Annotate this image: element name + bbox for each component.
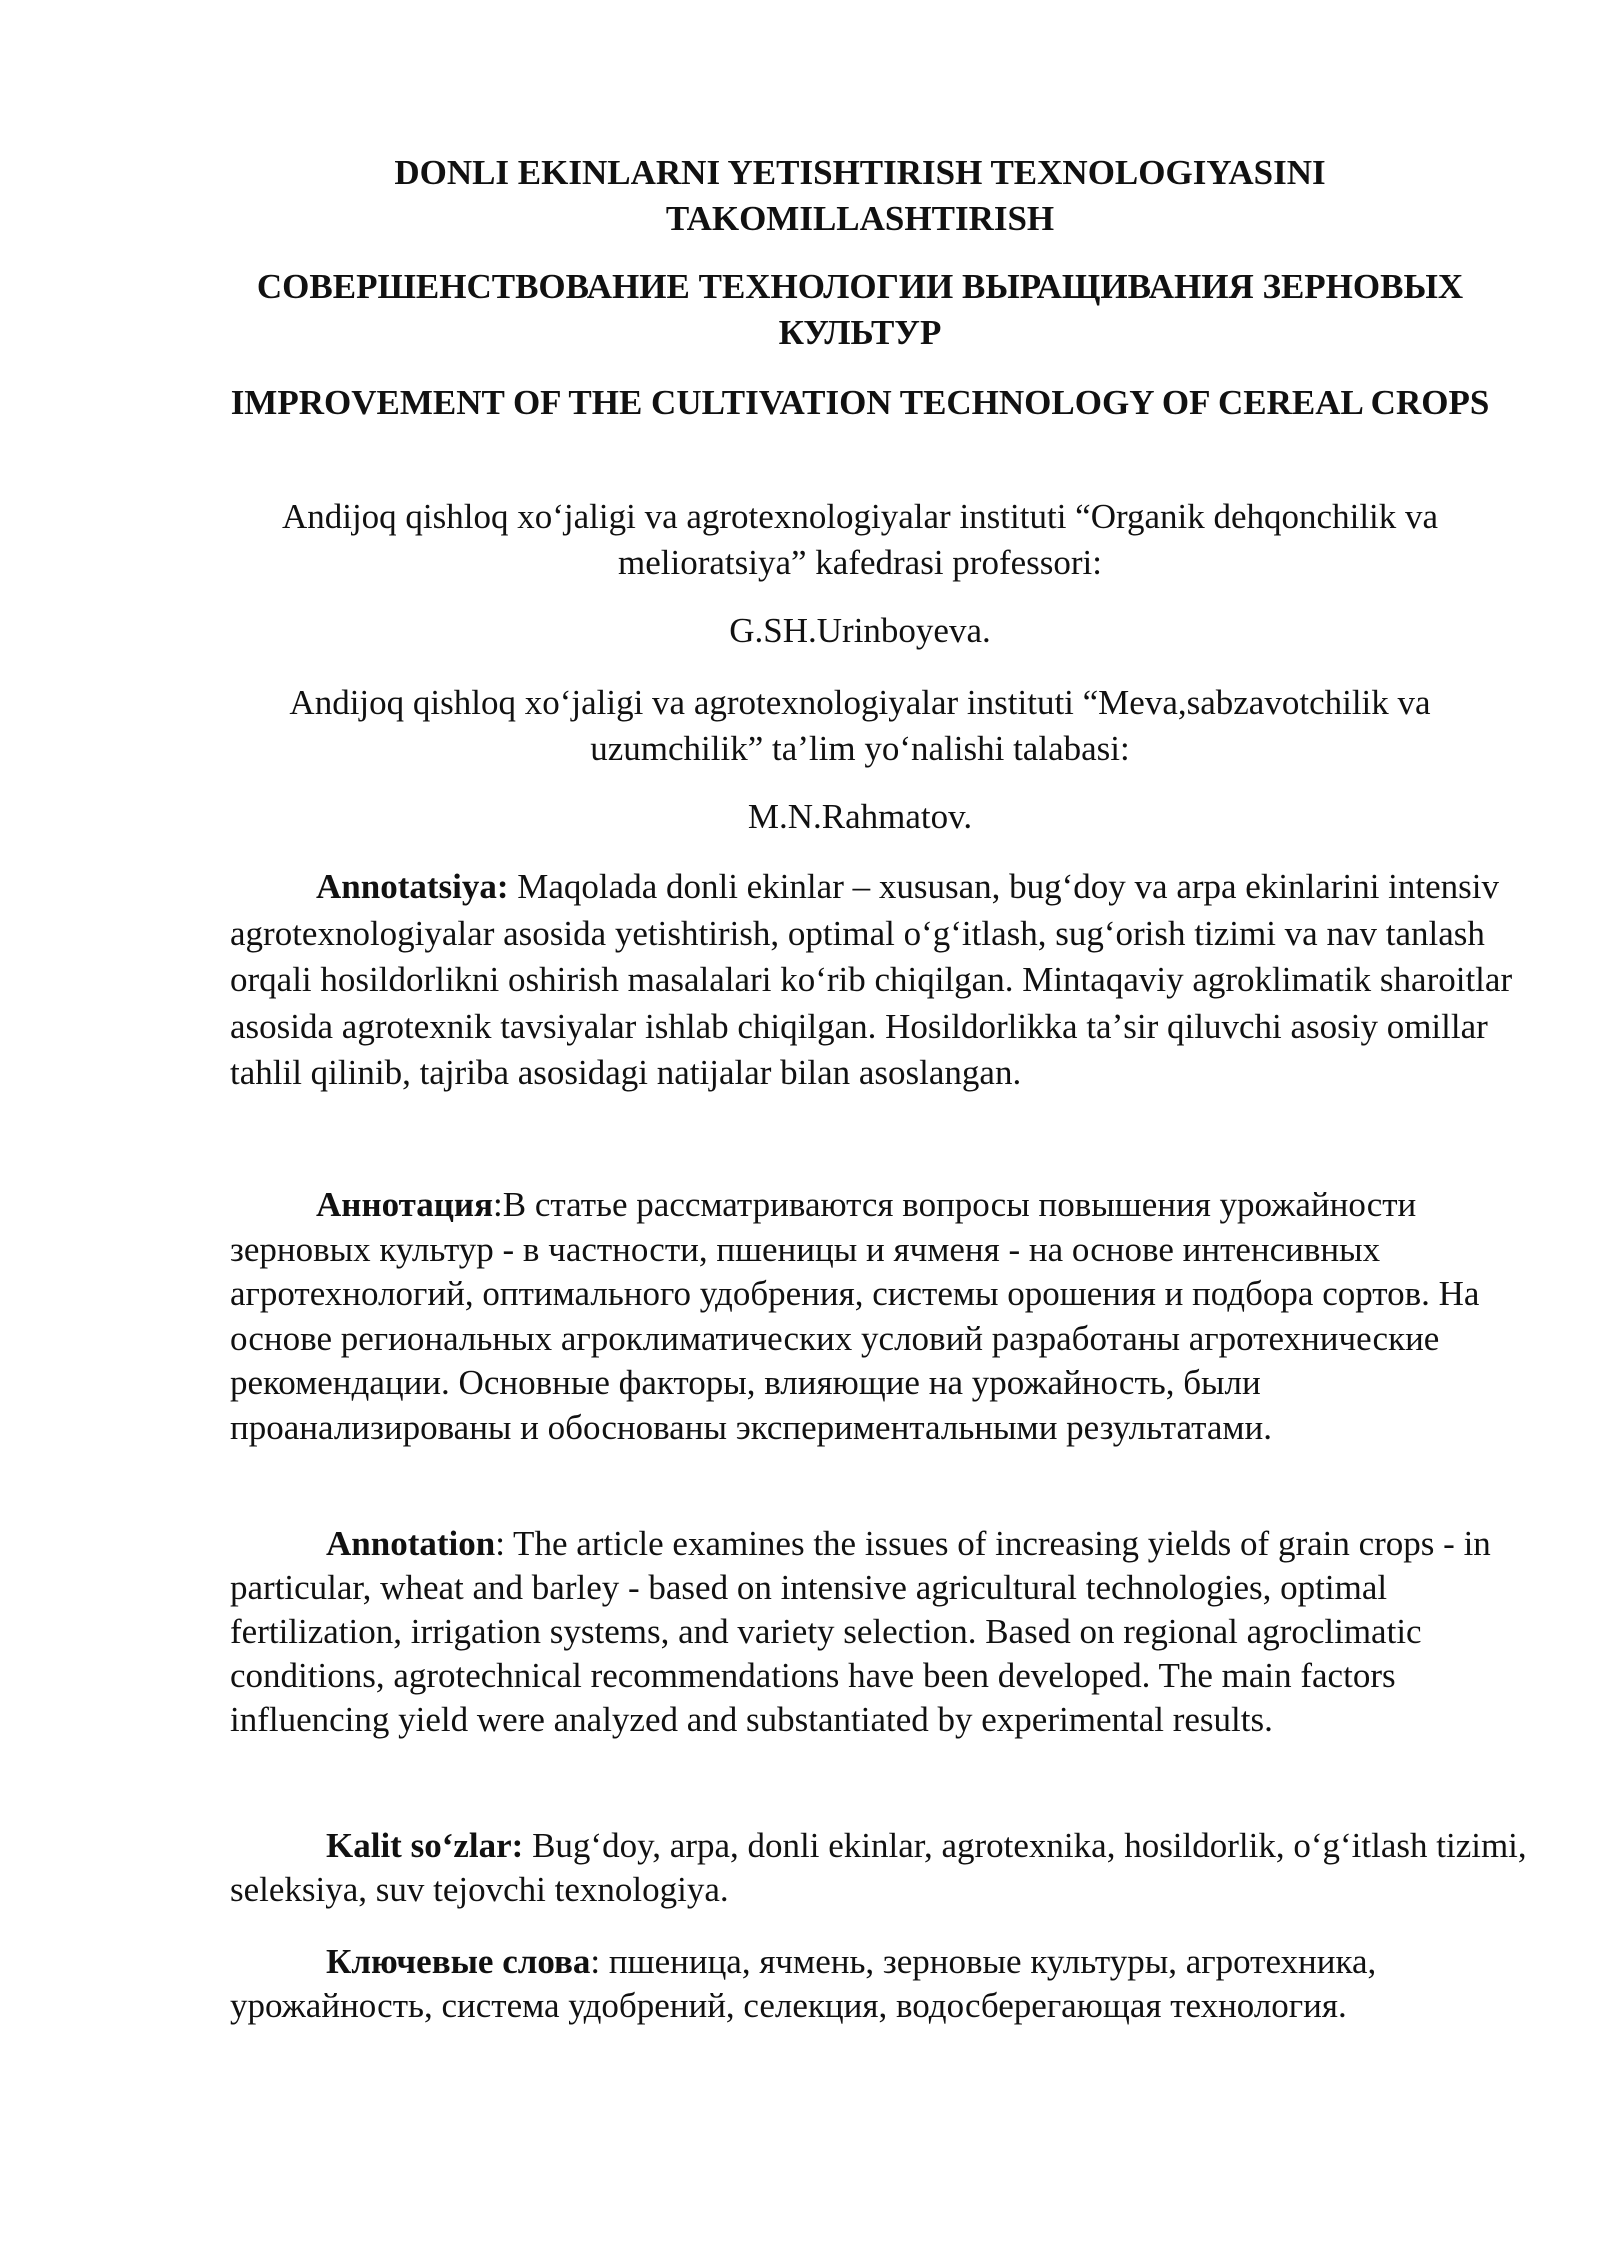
- abstract-uzbek: [230, 864, 1530, 1097]
- keywords-uzbek-label: Kalit soʻzlar:: [326, 1826, 524, 1865]
- keywords-uzbek-text: Bugʻdoy, arpa, donli ekinlar, agrotexnika, hosildorlik, oʻgʻitlash tizimi, seleksiya, suv tejovchi texnologiya.: [230, 1826, 1527, 1909]
- keywords-russian-text: : пшеница, ячмень, зерновые культуры, агротехника, урожайность, система удобрений, селекция, водосберегающая технология.: [230, 1942, 1377, 2025]
- author-2-affiliation: Andijoq qishloq xoʻjaligi va agrotexnologiyalar instituti “Meva,sabzavotchilik va uzumchilik” taʼlim yoʻnalishi talabasi:: [289, 683, 1431, 768]
- author-1-affiliation: Andijoq qishloq xoʻjaligi va agrotexnologiyalar instituti “Organik dehqonchilik va melioratsiya” kafedrasi professori:: [281, 497, 1439, 582]
- title-uzbek: DONLI EKINLARNI YETISHTIRISH TEXNOLOGIYASINI TAKOMILLASHTIRISH: [394, 153, 1326, 238]
- abstract-russian-label: Аннотация: [316, 1185, 494, 1224]
- abstract-uzbek-label: Annotatsiya:: [316, 867, 509, 906]
- abstract-english-label: Annotation: [326, 1524, 496, 1563]
- abstract-english-text: : The article examines the issues of increasing yields of grain crops - in particular, wheat and barley - based on intensive agricultural technologies, optimal fertilization, irrigation systems, and variety selection. Based on regional agroclimatic conditions, agrotechnical recommendations have been developed. The main factors influencing yield were analyzed and substantiated by experimental results.: [230, 1524, 1491, 1739]
- abstract-uzbek-text: Maqolada donli ekinlar – xususan, bugʻdoy va arpa ekinlarini intensiv agrotexnologiyalar asosida yetishtirish, optimal oʻgʻitlash, sugʻorish tizimi va nav tanlash orqali hosildorlikni oshirish masalalari koʻrib chiqilgan. Mintaqaviy agroklimatik sharoitlar asosida agrotexnik tavsiyalar ishlab chiqilgan. Hosildorlikka taʼsir qiluvchi asosiy omillar tahlil qilinib, tajriba asosidagi natijalar bilan asoslangan.: [230, 867, 1513, 1092]
- keywords-russian-label: Ключевые слова: [326, 1942, 591, 1981]
- title-english: IMPROVEMENT OF THE CULTIVATION TECHNOLOGY OF CEREAL CROPS: [230, 383, 1490, 422]
- title-russian: СОВЕРШЕНСТВОВАНИЕ ТЕХНОЛОГИИ ВЫРАЩИВАНИЯ ЗЕРНОВЫХ КУЛЬТУР: [256, 267, 1464, 352]
- abstract-english: [230, 1522, 1530, 1742]
- author-1-name: G.SH.Urinboyeva.: [729, 611, 991, 650]
- abstract-russian-text: :В статье рассматриваются вопросы повышения урожайности зерновых культур - в частности, пшеницы и ячменя - на основе интенсивных агротехнологий, оптимального удобрения, системы орошения и подбора сортов. На основе региональных агроклиматических условий разработаны агротехнические рекомендации. Основные факторы, влияющие на урожайность, были проанализированы и обоснованы экспериментальными результатами.: [230, 1185, 1480, 1447]
- keywords-russian: [230, 1940, 1530, 2028]
- author-2-name: M.N.Rahmatov.: [747, 797, 973, 836]
- keywords-uzbek: [230, 1824, 1530, 1912]
- abstract-russian: [230, 1183, 1530, 1450]
